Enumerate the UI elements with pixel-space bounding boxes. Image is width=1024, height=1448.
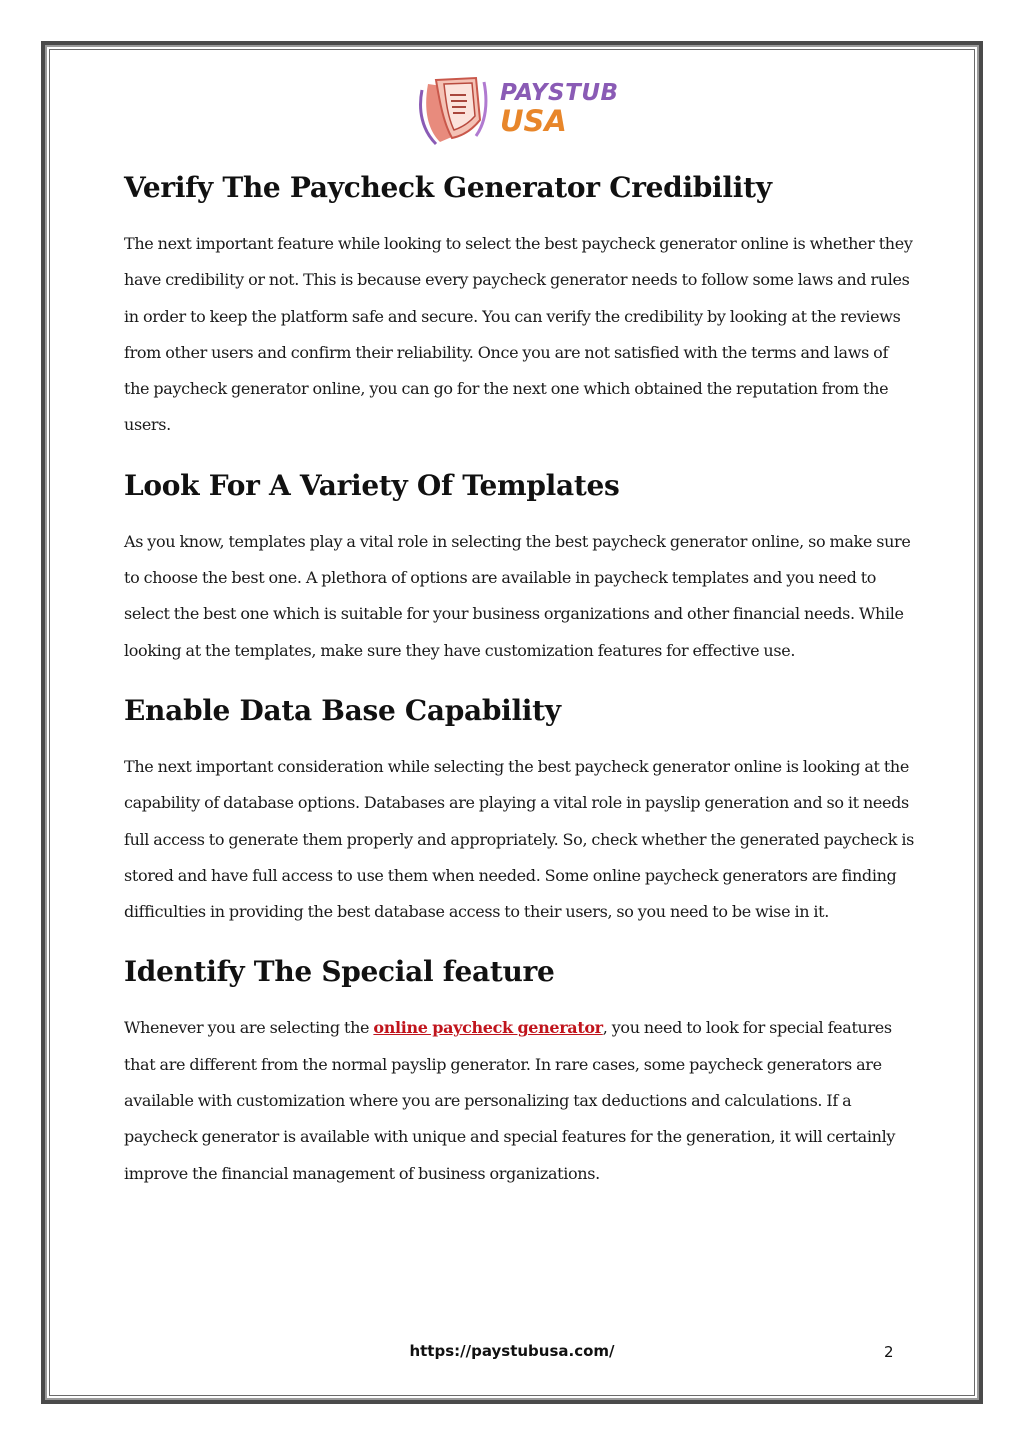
paystub-usa-logo xyxy=(414,76,619,148)
logo-wordmark xyxy=(500,82,619,136)
section-templates xyxy=(124,466,914,669)
section-credibility xyxy=(124,168,914,444)
logo-text-paystub: PAYSTUB xyxy=(500,80,619,106)
section-heading: Enable Data Base Capability xyxy=(124,693,561,727)
section-paragraph: As you know, templates play a vital role in selecting the best paycheck generator online, so make sure to choose the best one. A plethora of options are available in paycheck templates and you need to select the best one which is suitable for your business organizations and other financial needs. While looking at the templates, make sure they have customization features for effective use. xyxy=(124,531,911,660)
section-paragraph xyxy=(124,1010,914,1191)
section-paragraph: The next important consideration while selecting the best paycheck generator online is looking at the capability of database options. Databases are playing a vital role in payslip generation and so it needs full access to generate them properly and appropriately. So, check whether the generated paycheck is stored and have full access to use them when needed. Some online paycheck generators are finding difficulties in providing the best database access to their users, so you need to be wise in it. xyxy=(124,756,914,922)
section-heading: Verify The Paycheck Generator Credibility xyxy=(124,171,772,204)
article-content xyxy=(124,168,914,1214)
logo-text-usa: USA xyxy=(500,104,567,138)
paragraph-text-before-link: Whenever you are selecting the xyxy=(124,1018,374,1038)
section-database xyxy=(124,691,914,930)
page-number: 2 xyxy=(884,1343,894,1361)
footer-url[interactable]: https://paystubusa.com/ xyxy=(409,1342,615,1360)
online-paycheck-generator-link[interactable]: online paycheck generator xyxy=(373,1018,603,1038)
section-paragraph: The next important feature while looking to select the best paycheck generator online is whether they have credibility or not. This is because every paycheck generator needs to follow some laws and rules in order to keep the platform safe and secure. You can verify the credibility by looking at the reviews from other users and confirm their reliability. Once you are not satisfied with the terms and laws of the paycheck generator online, you can go for the next one which obtained the reputation from the users. xyxy=(124,234,913,435)
section-special-feature xyxy=(124,952,914,1191)
paragraph-text-after-link: , you need to look for special features that are different from the normal payslip generator. In rare cases, some paycheck generators are available with customization where you are personalizing tax deductions and calculations. If a paycheck generator is available with unique and special features for the generation, it will certainly improve the financial management of business organizations. xyxy=(124,1018,896,1183)
section-heading: Look For A Variety Of Templates xyxy=(124,468,620,502)
paystub-logo-icon xyxy=(414,76,498,148)
section-heading: Identify The Special feature xyxy=(124,955,555,989)
